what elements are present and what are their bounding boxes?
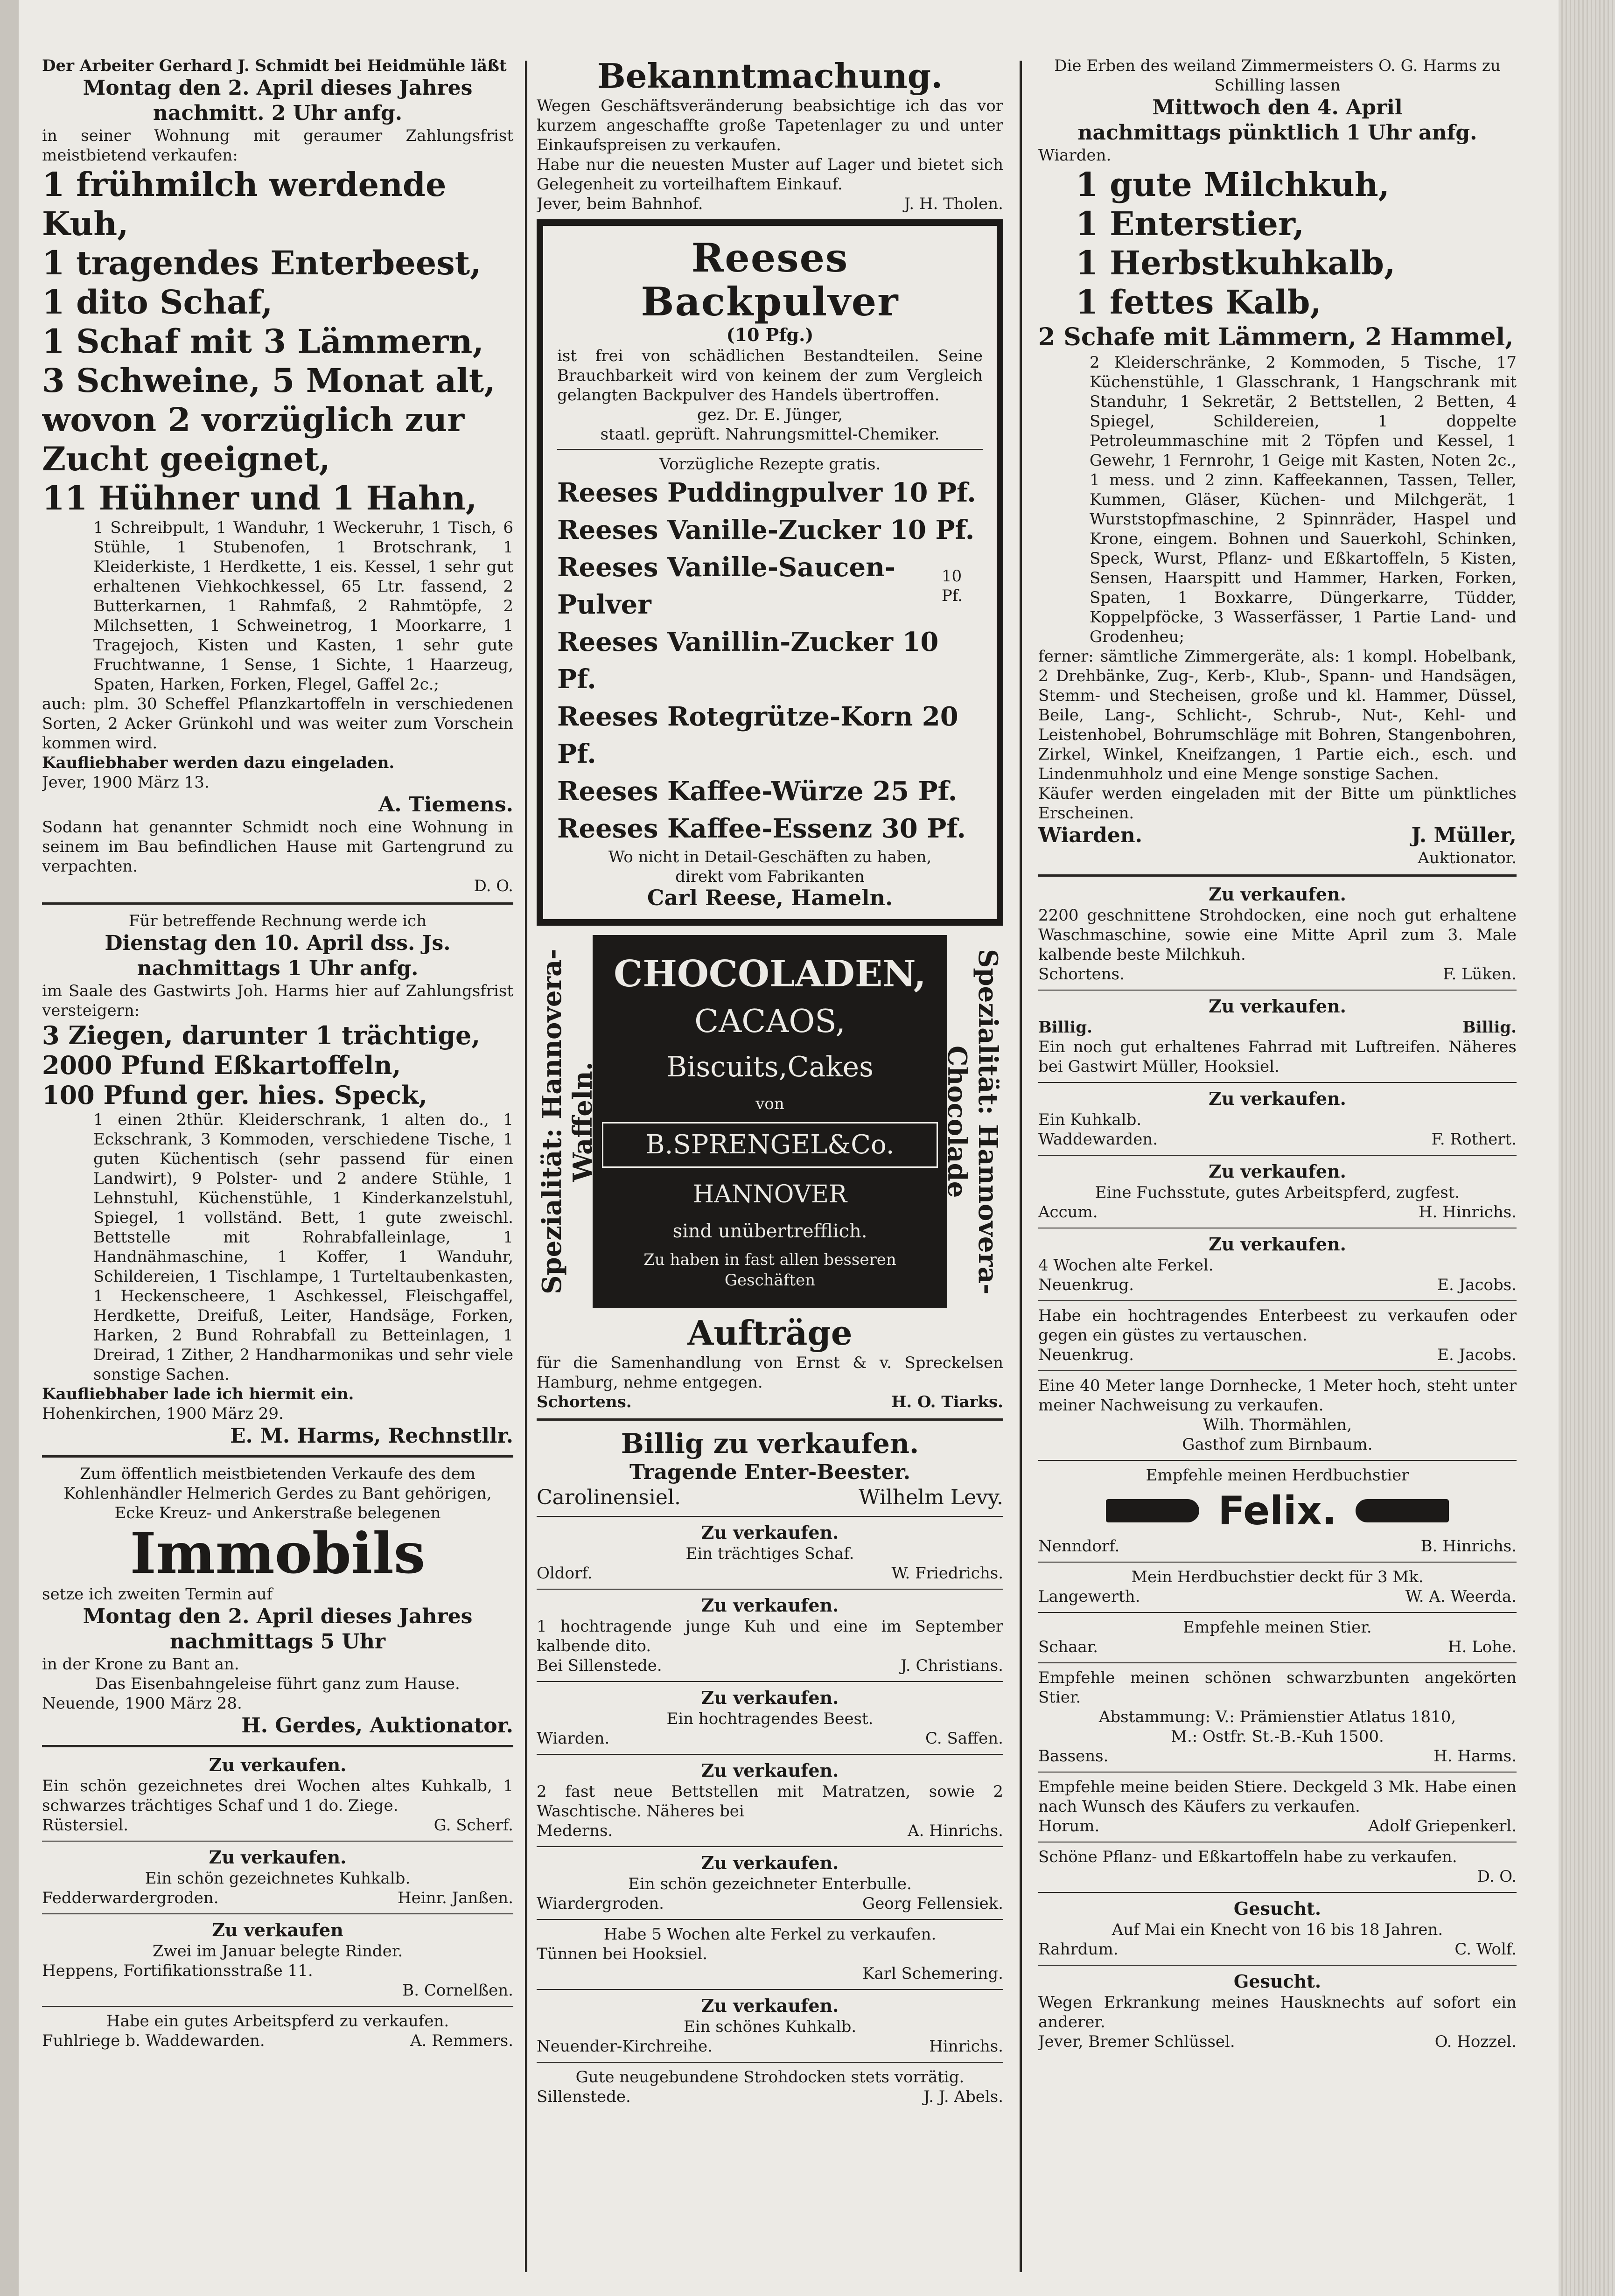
- ad-christians: Zu verkaufen. 1 hochtragende junge Kuh und eine im September kalbende dito. Bei Sillenstede. J. Christians.: [537, 1595, 1003, 1675]
- ad-fellensiek: Zu verkaufen. Ein schön gezeichneter Enterbulle. Wiardergroden. Georg Fellensiek.: [537, 1852, 1003, 1913]
- ad-scherf: Zu verkaufen. Ein schön gezeichnetes drei Wochen altes Kuhkalb, 1 schwarzes trächtiges Schaf und 1 do. Ziege. Rüstersiel. G. Scherf.: [42, 1754, 513, 1835]
- ad-saffen: Zu verkaufen. Ein hochtragendes Beest. Wiarden. C. Saffen.: [537, 1687, 1003, 1748]
- divider: [537, 1681, 1003, 1682]
- ad-friedrichs: Zu verkaufen. Ein trächtiges Schaf. Oldorf. W. Friedrichs.: [537, 1522, 1003, 1583]
- ad-cornelssen: Zu verkaufen Zwei im Januar belegte Rinder. Heppens, Fortifikationsstraße 11. B. Cornelßen.: [42, 1919, 513, 2000]
- pointing-hand-icon: [1356, 1499, 1449, 1522]
- divider: [1038, 1562, 1517, 1563]
- divider: [1038, 1082, 1517, 1083]
- divider: [42, 1841, 513, 1842]
- ad-griepenkerl: Empfehle meine beiden Stiere. Deckgeld 3 Mk. Habe einen nach Wunsch des Käufers zu verkaufen. Horum. Adolf Griepenkerl.: [1038, 1778, 1517, 1835]
- ad-wolf-gesucht: Gesucht. Auf Mai ein Knecht von 16 bis 18 Jahren. Rahrdum. C. Wolf.: [1038, 1898, 1517, 1959]
- ad-reeses-backpulver: Reeses Backpulver (10 Pfg.) ist frei von schädlichen Bestandteilen. Seine Brauchbarkeit wird von keinem der zum Vergleich gelangten Backpulver des Handels übertroffen. gez. Dr. E. Jünger, staatl. geprüft. Nahrungsmittel-Chemiker. Vorzügliche Rezepte gratis. Reeses Puddingpulver 10 Pf. Reeses Vanille-Zucker 10 Pf. Reeses Vanille-Saucen-Pulver 10 Pf. Reeses Vanillin-Zucker 10 Pf. Reeses Rotegrütze-Korn 20 Pf. Reeses Kaffee-Würze 25 Pf. Reeses Kaffee-Essenz 30 Pf. Wo nicht in Detail-Geschäften zu haben, direkt vom Fabrikanten Carl Reese, Hameln.: [537, 219, 1003, 926]
- page-edge: [1559, 0, 1615, 2296]
- divider: [42, 1745, 513, 1747]
- divider: [1038, 1965, 1517, 1966]
- column-left: [42, 56, 513, 2277]
- ad-levy: Billig zu verkaufen. Tragende Enter-Beester. Carolinensiel. Wilhelm Levy.: [537, 1428, 1003, 1509]
- column-right: [1038, 56, 1517, 2277]
- divider: [537, 1846, 1003, 1847]
- ad-felix: Empfehle meinen Herdbuchstier Felix. Nenndorf. B. Hinrichs.: [1038, 1466, 1517, 1556]
- divider: [1038, 1300, 1517, 1301]
- ad-harms-auction: Für betreffende Rechnung werde ich Dienstag den 10. April dss. Js. nachmittags 1 Uhr anfg. im Saale des Gastwirts Joh. Harms hier auf Zahlungsfrist versteigern: 3 Ziegen, darunter 1 trächtige, 2000 Pfund Eßkartoffeln, 100 Pfund ger. hies. Speck, 1 einen 2thür. Kleiderschrank, 1 alten do., 1 Eckschrank, 3 Kommoden, verschiedene Tische, 1 guten Küchentisch (sehr passend für einen Landwirt), 9 Polster- und 2 andere Stühle, 1 Lehnstuhl, Küchenstühle, 1 Kinderkanzelstuhl, Spiegel, 1 vollständ. Bett, 1 gute zweischl. Bettstelle mit Rohrabfalleinlage, 1 Handnähmaschine, 1 Koffer, 1 Wanduhr, Schildereien, 1 Tischlampe, 1 Turteltaubenkasten, 1 Heckenscheere, 1 Aschkessel, Fleischgaffel, Herdkette, Dreifuß, Leiter, Handsäge, Forken, Harken, 2 Bund Rohrabfall zu Betteinlagen, 1 Dreirad, 1 Zither, 2 Handharmonikas und sehr viele sonstige Sachen. Kaufliebhaber lade ich hiermit ein. Hohenkirchen, 1900 März 29. E. M. Harms, Rechnstllr.: [42, 912, 513, 1448]
- ad-harms-stier: Empfehle meinen schönen schwarzbunten angekörten Stier. Abstammung: V.: Prämienstier Atlatus 1810, M.: Ostfr. St.-B.-Kuh 1500. Bassens. H. Harms.: [1038, 1668, 1517, 1766]
- divider: [1038, 874, 1517, 877]
- ad-harms-erben-auction: Die Erben des weiland Zimmermeisters O. G. Harms zu Schilling lassen Mittwoch den 4. April nachmittags pünktlich 1 Uhr anfg. Wiarden. 1 gute Milchkuh, 1 Enterstier, 1 Herbstkuhkalb, 1 fettes Kalb, 2 Schafe mit Lämmern, 2 Hammel, 2 Kleiderschränke, 2 Kommoden, 5 Tische, 17 Küchenstühle, 1 Glasschrank, 1 Hangschrank mit Standuhr, 1 Sekretär, 2 Bettstellen, 2 Betten, 4 Spiegel, Schildereien, 1 doppelte Petroleummaschine mit 2 Töpfen und Kessel, 1 Gewehr, 1 Fernrohr, 1 Geige mit Kasten, Noten 2c., 1 mess. und 2 zinn. Kaffeekannen, Tassen, Teller, Kummen, Gläser, Küchen- und Milchgerät, 1 Wurststopfmaschine, 2 Spinnräder, Haspel und Krone, eingem. Bohnen und Sauerkohl, Schinken, Speck, Wurst, Pflanz- und Eßkartoffeln, 5 Kisten, Sensen, Haarspitt und Hammer, Harken, Forken, Spaten, 1 Boxkarre, Düngerkarre, Tüdder, Koppelpföcke, 3 Wasserfässer, 1 Partie Land- und Grodenheu; ferner: sämtliche Zimmergeräte, als: 1 kompl. Hobelbank, 2 Drehbänke, Zug-, Kerb-, Klub-, Spann- und Handsägen, Stemm- und Stecheisen, große und kl. Hammer, Düssel, Beile, Lang-, Schlicht-, Schrub-, Nut-, Kehl- und Leistenhobel, Bohrumschläge mit Bohren, Stangenbohren, Zirkel, Winkel, Kneifzangen, 1 Partie eich., esch. und Lindenmuhholz und eine Menge sonstige Sachen. Käufer werden eingeladen mit der Bitte um pünktliches Erscheinen. Wiarden. J. Müller, Auktionator.: [1038, 56, 1517, 867]
- divider: [1038, 1370, 1517, 1371]
- divider: [1038, 1662, 1517, 1663]
- ad-schmidt-auction: Der Arbeiter Gerhard J. Schmidt bei Heidmühle läßt Montag den 2. April dieses Jahres nachmitt. 2 Uhr anfg. in seiner Wohnung mit geraumer Zahlungsfrist meistbietend verkaufen: 1 frühmilch werdende Kuh, 1 tragendes Enterbeest, 1 dito Schaf, 1 Schaf mit 3 Lämmern, 3 Schweine, 5 Monat alt, wovon 2 vorzüglich zur Zucht geeignet, 11 Hühner und 1 Hahn, 1 Schreibpult, 1 Wanduhr, 1 Weckeruhr, 1 Tisch, 6 Stühle, 1 Stubenofen, 1 Brotschrank, 1 Kleiderkiste, 1 Herdkette, 1 eis. Kessel, 1 sehr gut erhaltenen Viehkochkessel, 65 Ltr. fassend, 2 Butterkarnen, 1 Rahmfaß, 2 Rahmtöpfe, 2 Milchsetten, 1 Schweinetrog, 1 Moorkarre, 1 Tragejoch, Kisten und Kasten, 1 sehr gute Fruchtwanne, 1 Sense, 1 Sichte, 1 Haarzeug, Spaten, Harken, Forken, Flegel, Gaffel 2c.; auch: plm. 30 Scheffel Pflanzkartoffeln in verschiedenen Sorten, 2 Acker Grünkohl und was weiter zum Vorschein kommen wird. Kaufliebhaber werden dazu eingeladen. Jever, 1900 März 13. A. Tiemens. Sodann hat genannter Schmidt noch eine Wohnung in seinem im Bau befindlichen Hause mit Gartengrund zu verpachten. D. O.: [42, 56, 513, 895]
- ad-tholen: Bekanntmachung. Wegen Geschäftsveränderung beabsichtige ich das vor kurzem angeschaffte große Tapetenlager zu und unter Einkaufspreisen zu verkaufen. Habe nur die neuesten Muster auf Lager und bietet sich Gelegenheit zu vorteilhaftem Einkauf. Jever, beim Bahnhof. J. H. Tholen.: [537, 56, 1003, 213]
- ad-lohe: Empfehle meinen Stier. Schaar. H. Lohe.: [1038, 1618, 1517, 1656]
- ad-janssen: Zu verkaufen. Ein schön gezeichnetes Kuhkalb. Fedderwardergroden. Heinr. Janßen.: [42, 1847, 513, 1907]
- ad-jacobs-ferkel: Zu verkaufen. 4 Wochen alte Ferkel. Neuenkrug. E. Jacobs.: [1038, 1234, 1517, 1294]
- ad-sprengel-chocolade: Spezialität: Hannovera-Waffeln. CHOCOLADEN, CACAOS, Biscuits,Cakes von B.SPRENGEL&Co. HANNOVER sind unübertrefflich. Zu haben in fast allen besseren Geschäften Spezialität: Hannovera-Chocolade: [537, 935, 1003, 1308]
- ad-jacobs-enterbeest: Habe ein hochtragendes Enterbeest zu verkaufen oder gegen ein güstes zu vertauschen. Neuenkrug. E. Jacobs.: [1038, 1306, 1517, 1364]
- ad-hinrichs-mederns: Zu verkaufen. 2 fast neue Bettstellen mit Matratzen, sowie 2 Waschtische. Näheres bei Mederns. A. Hinrichs.: [537, 1760, 1003, 1840]
- ad-kartoffeln: Schöne Pflanz- und Eßkartoffeln habe zu verkaufen. D. O.: [1038, 1848, 1517, 1886]
- divider: [537, 1754, 1003, 1755]
- pointing-hand-icon: [1106, 1499, 1199, 1522]
- divider: [537, 1418, 1003, 1421]
- divider: [1038, 1460, 1517, 1461]
- ad-abels: Gute neugebundene Strohdocken stets vorrätig. Sillenstede. J. J. Abels.: [537, 2068, 1003, 2106]
- divider: [42, 1913, 513, 1914]
- ad-tiarks: Aufträge für die Samenhandlung von Ernst & v. Spreckelsen Hamburg, nehme entgegen. Schortens. H. O. Tiarks.: [537, 1313, 1003, 1411]
- divider: [1038, 1612, 1517, 1613]
- binding-spine: [0, 0, 19, 2296]
- divider: [1038, 1892, 1517, 1893]
- divider: [42, 1455, 513, 1458]
- divider: [537, 1989, 1003, 1990]
- divider: [42, 2006, 513, 2007]
- ad-rothert: Zu verkaufen. Ein Kuhkalb. Waddewarden. F. Rothert.: [1038, 1088, 1517, 1149]
- divider: [537, 2062, 1003, 2063]
- divider: [537, 1919, 1003, 1920]
- ad-hozzel-gesucht: Gesucht. Wegen Erkrankung meines Hausknechts auf sofort ein anderer. Jever, Bremer Schlüssel. O. Hozzel.: [1038, 1971, 1517, 2051]
- divider: [1038, 1155, 1517, 1156]
- divider: [537, 1516, 1003, 1517]
- column-middle: [537, 56, 1003, 2277]
- ad-gerdes-immobils: Zum öffentlich meistbietenden Verkaufe des dem Kohlenhändler Helmerich Gerdes zu Bant gehörigen, Ecke Kreuz- und Ankerstraße belegenen Immobils setze ich zweiten Termin auf Montag den 2. April dieses Jahres nachmittags 5 Uhr in der Krone zu Bant an. Das Eisenbahngeleise führt ganz zum Hause. Neuende, 1900 März 28. H. Gerdes, Auktionator.: [42, 1465, 513, 1738]
- ad-fahrrad: Zu verkaufen. Billig. Billig. Ein noch gut erhaltenes Fahrrad mit Luftreifen. Näheres bei Gastwirt Müller, Hooksiel.: [1038, 996, 1517, 1076]
- divider: [1038, 1772, 1517, 1773]
- divider: [42, 902, 513, 905]
- ad-hinrichs-accum: Zu verkaufen. Eine Fuchsstute, gutes Arbeitspferd, zugfest. Accum. H. Hinrichs.: [1038, 1161, 1517, 1221]
- ad-lueken: Zu verkaufen. 2200 geschnittene Strohdocken, eine noch gut erhaltene Waschmaschine, sowie eine Mitte April zum 3. Male kalbende beste Milchkuh. Schortens. F. Lüken.: [1038, 884, 1517, 984]
- ad-thormaehlen: Eine 40 Meter lange Dornhecke, 1 Meter hoch, steht unter meiner Nachweisung zu verkaufen. Wilh. Thormählen, Gasthof zum Birnbaum.: [1038, 1376, 1517, 1454]
- column-rule: [525, 61, 527, 2272]
- ad-weerda: Mein Herdbuchstier deckt für 3 Mk. Langewerth. W. A. Weerda.: [1038, 1568, 1517, 1606]
- sprengel-logo-box: CHOCOLADEN, CACAOS, Biscuits,Cakes von B.SPRENGEL&Co. HANNOVER sind unübertrefflich. Zu haben in fast allen besseren Geschäften: [593, 935, 947, 1308]
- divider: [537, 1589, 1003, 1590]
- column-rule: [1020, 61, 1022, 2272]
- ad-schemering: Habe 5 Wochen alte Ferkel zu verkaufen. Tünnen bei Hooksiel. Karl Schemering.: [537, 1925, 1003, 1983]
- ad-remmers: Habe ein gutes Arbeitspferd zu verkaufen. Fuhlriege b. Waddewarden. A. Remmers.: [42, 2012, 513, 2050]
- divider: [1038, 990, 1517, 991]
- ad-hinrichs-kirchreihe: Zu verkaufen. Ein schönes Kuhkalb. Neuender-Kirchreihe. Hinrichs.: [537, 1995, 1003, 2056]
